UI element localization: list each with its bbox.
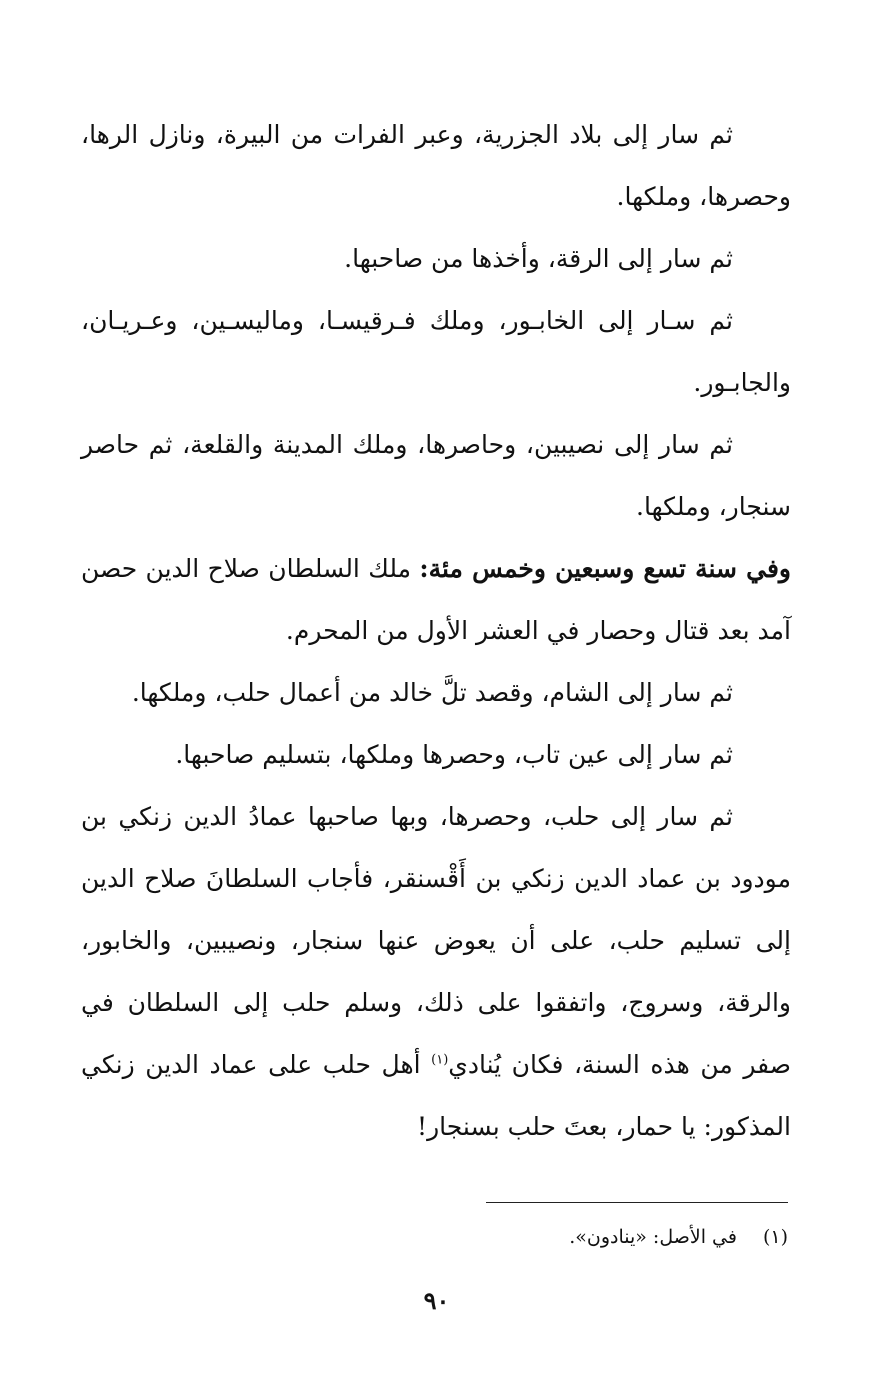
paragraph-text-continued: أهل حلب على عماد الدين زنكي المذكور: يا حمار، بعتَ حلب بسنجار! [81, 1050, 791, 1141]
paragraph-text: ثم سار إلى حلب، وحصرها، وبها صاحبها عمادُ الدين زنكي بن مودود بن عماد الدين زنكي بن أَقْسنقر، فأجاب السلطانَ صلاح الدين إلى تسليم حلب، على أن يعوض عنها سنجار، ونصيبين، والخابور، والرقة، وسروج، واتفقوا على ذلك، وسلم حلب إلى السلطان في صفر من هذه السنة، فكان يُنادي [81, 802, 791, 1079]
footnote-text: في الأصل: «ينادون». [569, 1226, 737, 1248]
paragraph-6 [81, 662, 791, 724]
page-number: ٩٠ [423, 1286, 450, 1315]
main-text [81, 104, 791, 1158]
footnote-divider [486, 1202, 788, 1203]
paragraph-1 [81, 104, 791, 228]
paragraph-text: ثم سـار إلى الخابـور، وملك فـرقيسـا، وماليسـين، وعـريـان، والجابـور. [81, 306, 791, 397]
footnote-number: (١) [762, 1226, 788, 1248]
paragraph-text: ثم سار إلى عين تاب، وحصرها وملكها، بتسليم صاحبها. [175, 740, 733, 769]
paragraph-2 [81, 228, 791, 290]
year-heading: وفي سنة تسع وسبعين وخمس مئة: [419, 554, 791, 583]
paragraph-text: ملك السلطان صلاح الدين حصن آمد بعد قتال وحصار في العشر الأول من المحرم. [81, 554, 791, 645]
paragraph-5 [81, 538, 791, 662]
paragraph-text: ثم سار إلى الرقة، وأخذها من صاحبها. [344, 244, 733, 273]
paragraph-4 [81, 414, 791, 538]
paragraph-3 [81, 290, 791, 414]
paragraph-8 [81, 786, 791, 1158]
footnote [88, 1222, 788, 1252]
paragraph-text: ثم سار إلى نصيبين، وحاصرها، وملك المدينة والقلعة، ثم حاصر سنجار، وملكها. [81, 430, 791, 521]
paragraph-text: ثم سار إلى الشام، وقصد تلَّ خالد من أعمال حلب، وملكها. [131, 678, 733, 707]
footnote-reference[interactable]: (١) [431, 1052, 449, 1068]
paragraph-text: ثم سار إلى بلاد الجزرية، وعبر الفرات من البيرة، ونازل الرها، وحصرها، وملكها. [81, 120, 791, 211]
paragraph-7 [81, 724, 791, 786]
